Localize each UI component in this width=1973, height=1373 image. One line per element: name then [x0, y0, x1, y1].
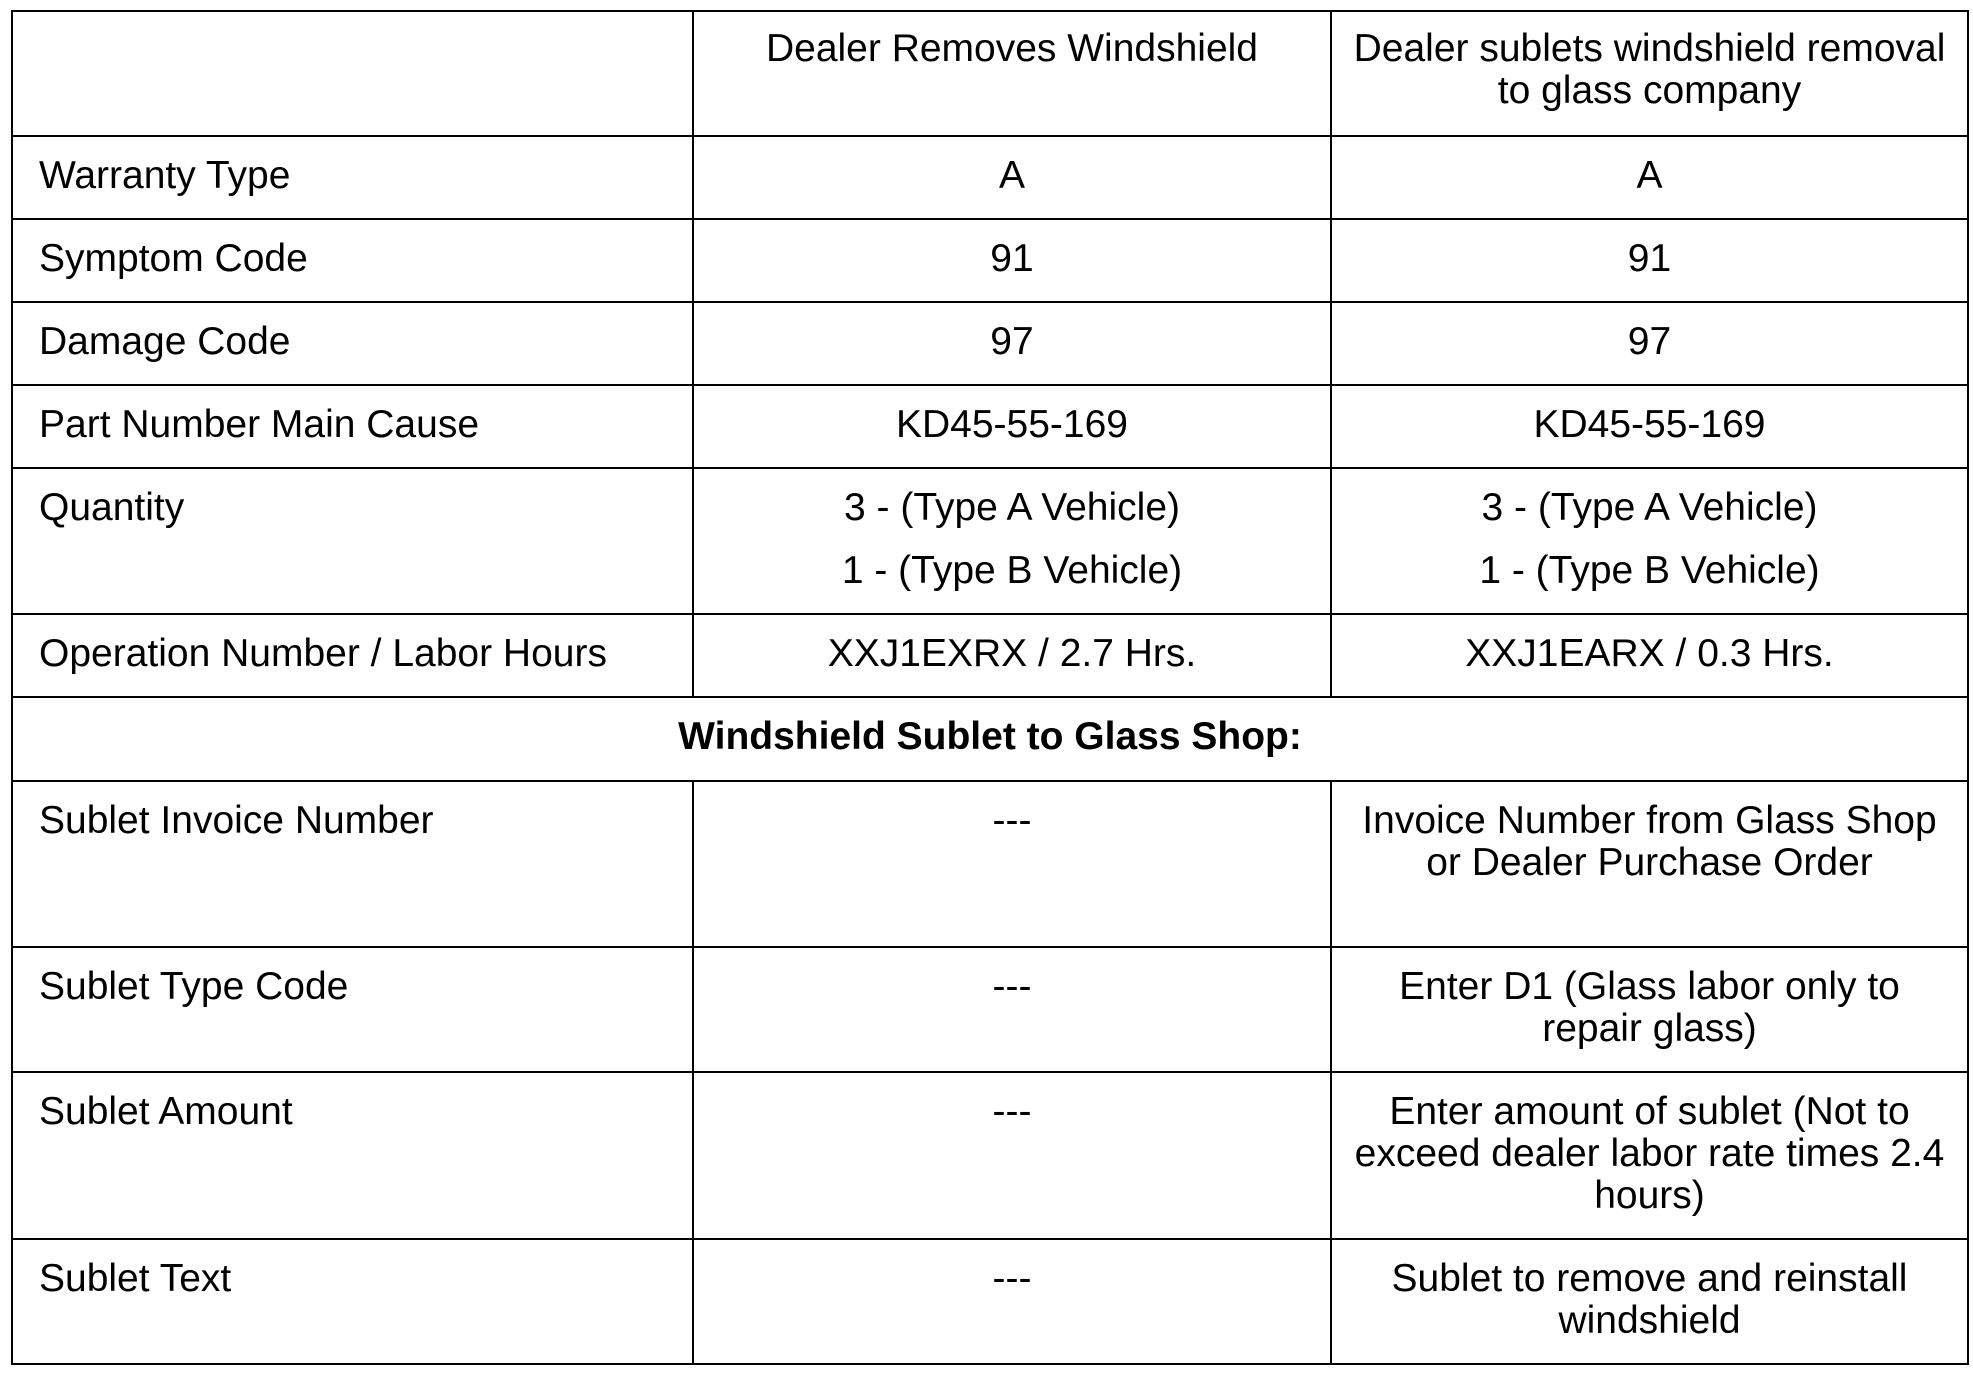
warranty-claim-table: [11, 10, 1969, 1365]
header-row: [12, 11, 1968, 136]
table-row-damage-code: [12, 302, 1968, 385]
quantity-type-a: 3 - (Type A Vehicle): [843, 486, 1180, 529]
quantity-type-a: 3 - (Type A Vehicle): [1481, 486, 1818, 529]
sublet-value: Sublet to remove and reinstall windshield: [1331, 1239, 1968, 1364]
quantity-type-b: 1 - (Type B Vehicle): [841, 549, 1183, 592]
row-label: Quantity: [12, 468, 693, 614]
dealer-value: ---: [693, 781, 1331, 947]
sublet-value: XXJ1EARX / 0.3 Hrs.: [1331, 614, 1968, 697]
row-label: Symptom Code: [12, 219, 693, 302]
table-row-part-number: [12, 385, 1968, 468]
sublet-value: Enter amount of sublet (Not to exceed dealer labor rate times 2.4 hours): [1331, 1072, 1968, 1239]
sublet-value: 97: [1331, 302, 1968, 385]
dealer-value: KD45-55-169: [693, 385, 1331, 468]
quantity-type-b: 1 - (Type B Vehicle): [1479, 549, 1820, 592]
table-row-sublet-invoice-number: [12, 781, 1968, 947]
dealer-value: ---: [693, 947, 1331, 1072]
sublet-value: 91: [1331, 219, 1968, 302]
sublet-value: Enter D1 (Glass labor only to repair glass): [1331, 947, 1968, 1072]
table-row-sublet-type-code: [12, 947, 1968, 1072]
table-row-symptom-code: [12, 219, 1968, 302]
row-label: Sublet Amount: [12, 1072, 693, 1239]
dealer-value: [693, 468, 1331, 614]
sublet-value: [1331, 468, 1968, 614]
header-dealer-sublets: Dealer sublets windshield removal to glass company: [1331, 11, 1968, 136]
row-label: Damage Code: [12, 302, 693, 385]
section-row: [12, 697, 1968, 781]
table-row-sublet-amount: [12, 1072, 1968, 1239]
sublet-value: A: [1331, 136, 1968, 219]
dealer-value: 97: [693, 302, 1331, 385]
sublet-value: Invoice Number from Glass Shop or Dealer Purchase Order: [1331, 781, 1968, 947]
sublet-value: KD45-55-169: [1331, 385, 1968, 468]
row-label: Warranty Type: [12, 136, 693, 219]
table-row-operation-number: [12, 614, 1968, 697]
row-label: Sublet Type Code: [12, 947, 693, 1072]
table-row-warranty-type: [12, 136, 1968, 219]
row-label: Part Number Main Cause: [12, 385, 693, 468]
section-title: Windshield Sublet to Glass Shop:: [12, 697, 1968, 781]
dealer-value: 91: [693, 219, 1331, 302]
row-label: Sublet Invoice Number: [12, 781, 693, 947]
dealer-value: XXJ1EXRX / 2.7 Hrs.: [693, 614, 1331, 697]
dealer-value: ---: [693, 1072, 1331, 1239]
header-blank-cell: [12, 11, 693, 136]
row-label: Sublet Text: [12, 1239, 693, 1364]
dealer-value: ---: [693, 1239, 1331, 1364]
table-row-quantity: [12, 468, 1968, 614]
table-row-sublet-text: [12, 1239, 1968, 1364]
header-dealer-removes: Dealer Removes Windshield: [693, 11, 1331, 136]
dealer-value: A: [693, 136, 1331, 219]
row-label: Operation Number / Labor Hours: [12, 614, 693, 697]
